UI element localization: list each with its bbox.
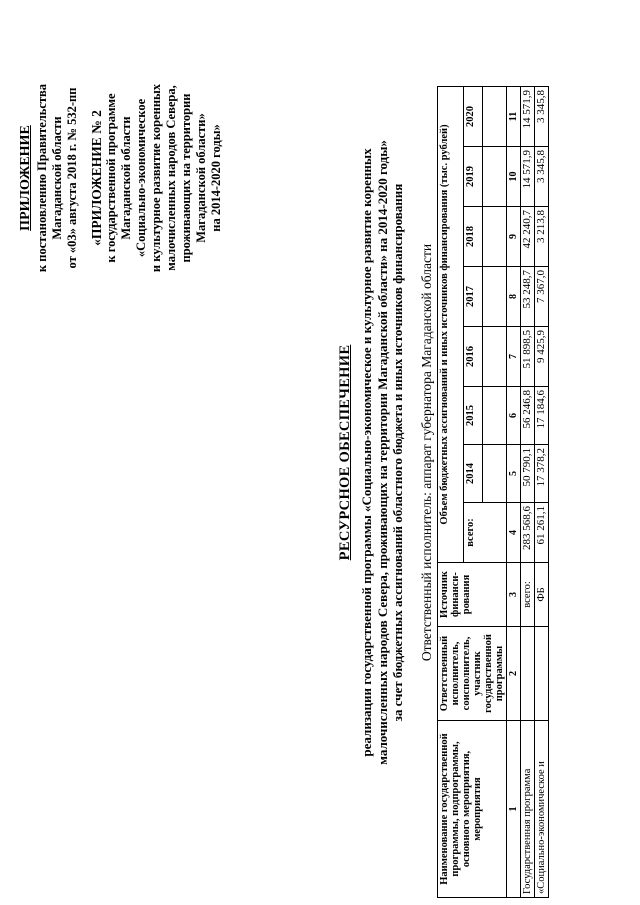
funding-table (437, 86, 549, 898)
cell-value: 283 568,6 (521, 503, 535, 563)
appendix-line: Магаданской области (119, 116, 133, 240)
cell-value: 3 345,8 (535, 87, 549, 147)
appendix-line: к государственной программе (104, 93, 118, 263)
row-source: всего: (521, 563, 535, 627)
document-subtitle-line: малочисленных народов Севера, проживающих на территории Магаданской области» на 2014-2020 годы» (374, 140, 390, 765)
cell-value: 9 425,9 (535, 327, 549, 387)
cell-value: 17 184,6 (535, 387, 549, 445)
cell-value: 51 898,5 (521, 327, 535, 387)
document-subtitle-line: за счет бюджетных ассигнований областного бюджета и иных источников финансирования (390, 183, 405, 722)
row-executor (521, 627, 535, 721)
cell-value: 3 213,8 (535, 207, 549, 267)
cell-value: 61 261,1 (535, 503, 549, 563)
responsible-executor: Ответственный исполнитель: аппарат губернатора Магаданской области (419, 243, 434, 662)
document-heading (337, 0, 406, 905)
cell-value: 3 345,8 (535, 147, 549, 207)
header-year: 2020 (464, 87, 483, 147)
cell-value: 42 240,7 (521, 207, 535, 267)
header-year: 2016 (464, 327, 483, 387)
appendix-line: Магаданской области (50, 116, 64, 240)
appendix-line: на 2014-2020 годы» (209, 124, 223, 232)
appendix-line: от «03» августа 2018 г. № 532-пп (65, 87, 79, 269)
column-number: 4 (507, 503, 521, 563)
appendix-line: Магаданской области» (194, 113, 208, 243)
appendix-block (18, 18, 224, 338)
appendix-line: к постановлению Правительства (35, 83, 49, 273)
column-number: 1 (507, 721, 521, 898)
table-row (521, 87, 535, 898)
appendix-line: и культурное развитие коренных (149, 83, 163, 273)
row-executor (535, 627, 549, 721)
appendix-title-2: «ПРИЛОЖЕНИЕ № 2 (89, 110, 104, 246)
appendix-line: проживающих на территории (179, 93, 193, 263)
funding-table-wrapper (437, 86, 549, 898)
cell-value: 56 246,8 (521, 387, 535, 445)
cell-value: 17 378,2 (535, 445, 549, 503)
header-volume: Объем бюджетных ассигнований и иных источников финансирования (тыс. рублей) (438, 87, 464, 563)
header-year: 2017 (464, 267, 483, 327)
cell-value: 53 248,7 (521, 267, 535, 327)
cell-value: 14 571,9 (521, 87, 535, 147)
cell-value: 7 367,0 (535, 267, 549, 327)
header-name: Наименование государственной программы, подпрограммы, основного мероприятия, мероприятия (438, 721, 507, 898)
header-year: 2019 (464, 147, 483, 207)
document-subtitle-line: реализации государственной программы «Социально-экономическое и культурное развитие коренных (359, 148, 374, 757)
cell-value: 14 571,9 (521, 147, 535, 207)
header-source: Источник финанси-рования (438, 563, 507, 627)
column-number: 9 (507, 207, 521, 267)
column-number: 10 (507, 147, 521, 207)
column-number: 8 (507, 267, 521, 327)
table-row (535, 87, 549, 898)
row-name: Государственная программа (521, 721, 535, 898)
appendix-line: «Социально-экономическое (134, 98, 148, 258)
row-name: «Социально-экономическое и (535, 721, 549, 898)
header-year: 2014 (464, 445, 483, 503)
row-source: ФБ (535, 563, 549, 627)
column-number: 6 (507, 387, 521, 445)
document-title: РЕСУРСНОЕ ОБЕСПЕЧЕНИЕ (337, 344, 353, 561)
header-year: 2018 (464, 207, 483, 267)
column-number: 7 (507, 327, 521, 387)
cell-value: 50 790,1 (521, 445, 535, 503)
header-total: всего: (464, 503, 507, 563)
appendix-line: малочисленных народов Севера, (164, 85, 178, 271)
column-number: 3 (507, 563, 521, 627)
header-year: 2015 (464, 387, 483, 445)
column-number: 2 (507, 627, 521, 721)
column-number: 11 (507, 87, 521, 147)
appendix-title: ПРИЛОЖЕНИЕ (18, 125, 33, 231)
column-number: 5 (507, 445, 521, 503)
header-executor: Ответственный исполнитель, соисполнитель, участник государственной программы (438, 627, 507, 721)
